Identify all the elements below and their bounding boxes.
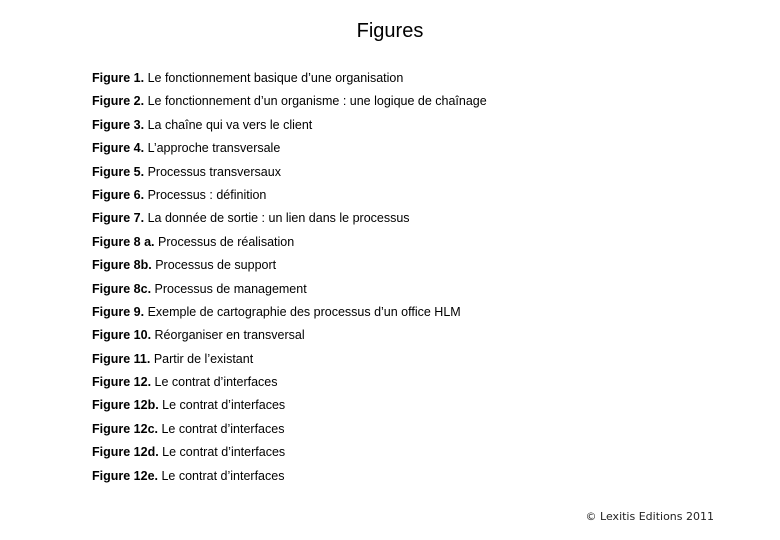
figure-item: [92, 91, 487, 114]
figure-caption: Réorganiser en transversal: [151, 328, 305, 343]
figure-caption: Le contrat d’interfaces: [158, 398, 286, 413]
figure-caption: Le contrat d’interfaces: [158, 468, 285, 483]
figure-number: Figure 10.: [92, 328, 152, 343]
figure-item: [92, 138, 487, 161]
figure-number: Figure 12.: [92, 375, 152, 390]
figure-caption: Partir de l’existant: [150, 351, 254, 366]
figure-number: Figure 3.: [92, 117, 145, 132]
figure-number: Figure 6.: [92, 187, 145, 202]
figure-item: [92, 395, 487, 418]
figure-caption: L’approche transversale: [144, 141, 281, 156]
figure-item: [92, 115, 487, 138]
figure-caption: Le contrat d’interfaces: [151, 375, 278, 390]
figure-caption: Exemple de cartographie des processus d’un office HLM: [144, 304, 461, 319]
figure-number: Figure 7.: [92, 211, 145, 226]
figure-number: Figure 8c.: [92, 281, 152, 296]
figure-item: [92, 68, 487, 91]
figure-caption: Processus de management: [151, 281, 307, 296]
figure-number: Figure 2.: [92, 94, 145, 109]
figure-caption: Processus de support: [151, 258, 277, 273]
figure-number: Figure 12b.: [92, 398, 159, 413]
figure-item: [92, 255, 487, 278]
figure-number: Figure 11.: [92, 351, 151, 366]
figure-item: [92, 302, 487, 325]
figure-number: Figure 12d.: [92, 445, 159, 460]
figure-caption: Processus transversaux: [144, 164, 281, 179]
figure-number: Figure 8 a.: [92, 234, 155, 249]
figure-number: Figure 5.: [92, 164, 145, 179]
figure-item: [92, 208, 487, 231]
figure-caption: Processus : définition: [144, 187, 267, 202]
figure-item: [92, 372, 487, 395]
figure-number: Figure 1.: [92, 71, 145, 85]
figure-item: [92, 279, 487, 302]
figure-item: [92, 349, 487, 372]
figure-item: [92, 325, 487, 348]
figure-item: [92, 419, 487, 442]
figure-item: [92, 162, 487, 185]
figure-caption: Le contrat d’interfaces: [158, 445, 286, 460]
page-title: Figures: [356, 20, 424, 42]
figure-caption: La donnée de sortie : un lien dans le processus: [144, 211, 410, 226]
figure-item: [92, 442, 487, 465]
figure-number: Figure 8b.: [92, 258, 152, 273]
figure-list: [92, 68, 487, 489]
figure-caption: Le contrat d’interfaces: [158, 421, 285, 436]
figure-number: Figure 12c.: [92, 421, 158, 436]
figure-item: [92, 466, 487, 489]
figure-caption: Le fonctionnement d’un organisme : une logique de chaînage: [144, 94, 487, 109]
figure-caption: Le fonctionnement basique d’une organisation: [144, 71, 404, 85]
figure-item: [92, 185, 487, 208]
figure-number: Figure 12e.: [92, 468, 158, 483]
figure-caption: La chaîne qui va vers le client: [144, 117, 313, 132]
figure-number: Figure 4.: [92, 141, 145, 156]
copyright-footer: © Lexitis Editions 2011: [585, 510, 714, 523]
figure-caption: Processus de réalisation: [154, 234, 295, 249]
figure-item: [92, 232, 487, 255]
figure-number: Figure 9.: [92, 304, 145, 319]
